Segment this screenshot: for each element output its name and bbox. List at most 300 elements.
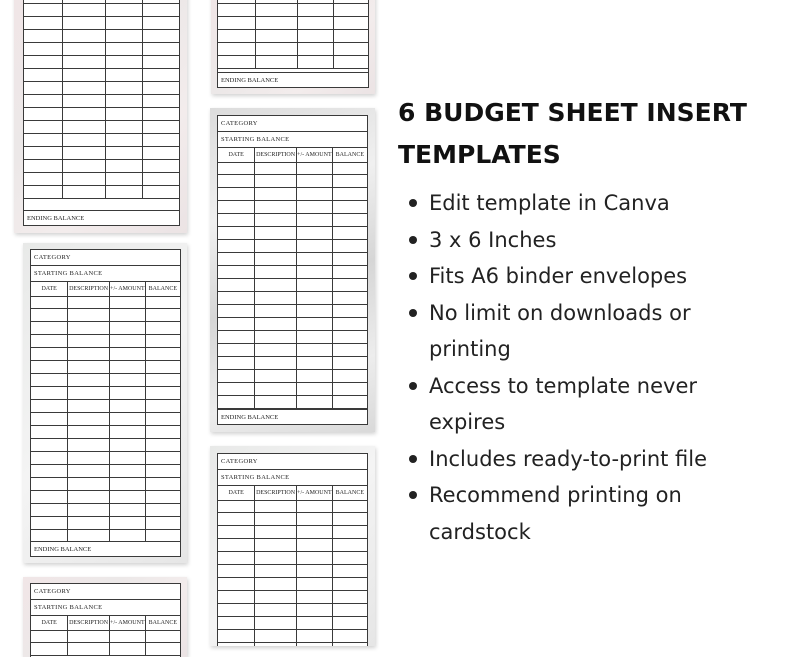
ledger-cell [63,69,106,81]
ledger-cell [106,0,143,3]
ledger-cell [24,17,63,29]
ledger-cell [218,552,255,564]
ledger-row [218,552,367,565]
ledger-cell [333,383,367,395]
ledger-cell [31,452,68,464]
ledger-row [24,134,179,147]
ledger-cell [143,108,179,120]
ledger-cell [297,357,333,369]
ledger-row [24,30,179,43]
ledger-cell [63,121,106,133]
ledger-cell [218,526,255,538]
ledger-cell [63,173,106,185]
ledger-cell [255,279,297,291]
ledger-cell [255,331,297,343]
ledger-row [24,69,179,82]
ledger-row [31,348,180,361]
ledger-cell [146,504,180,516]
ledger-row [31,630,180,643]
ledger-cell [218,643,255,646]
ledger-row [218,279,367,292]
feature-list [408,185,778,550]
ledger-cell [143,147,179,159]
ending-balance-label: ENDING BALANCE [24,210,179,225]
ledger-cell [146,643,180,655]
ledger-cell [256,56,298,68]
ledger-row [31,504,180,517]
feature-item: 3 x 6 Inches [408,222,778,259]
ledger-cell [255,513,297,525]
ledger-cell [333,292,367,304]
ledger-cell [31,517,68,529]
ledger-cell [31,348,68,360]
ledger-cell [63,43,106,55]
ledger-cell [334,30,369,42]
ledger-cell [63,186,106,198]
ledger-cell [333,643,367,646]
ledger-row [218,643,367,646]
sheet-grid [218,500,367,646]
feature-item: Access to template never expires [408,368,778,441]
ledger-row [218,240,367,253]
ledger-cell [255,292,297,304]
ledger-cell [106,17,143,29]
ledger-cell [24,0,63,3]
ledger-cell [146,335,180,347]
ledger-cell [63,147,106,159]
ledger-cell [68,517,110,529]
ledger-cell [298,4,334,16]
ledger-cell [24,121,63,133]
ledger-cell [146,439,180,451]
ledger-cell [106,69,143,81]
ledger-cell [218,188,255,200]
ledger-cell [333,175,367,187]
ledger-cell [31,335,68,347]
ledger-cell [298,43,334,55]
ledger-cell [218,17,256,29]
ledger-cell [106,147,143,159]
ledger-cell [143,186,179,198]
ledger-cell [110,361,146,373]
starting-balance-label: STARTING BALANCE [31,600,180,616]
ledger-cell [110,335,146,347]
ledger-cell [146,400,180,412]
ledger-row [218,214,367,227]
ledger-cell [255,175,297,187]
category-label: CATEGORY [218,454,367,470]
ledger-cell [63,108,106,120]
ledger-cell [218,604,255,616]
ledger-row [24,56,179,69]
ledger-cell [31,630,68,642]
ledger-cell [333,188,367,200]
ledger-cell [333,227,367,239]
ledger-cell [297,526,333,538]
ledger-cell [68,452,110,464]
starting-balance-label: STARTING BALANCE [218,132,367,148]
col-balance: BALANCE [148,620,178,626]
ledger-cell [256,0,298,3]
ledger-row [24,147,179,160]
ledger-cell [297,617,333,629]
ledger-row [31,517,180,530]
ledger-row [218,175,367,188]
ledger-cell [31,374,68,386]
ledger-cell [68,478,110,490]
ledger-cell [297,383,333,395]
ledger-cell [146,413,180,425]
ledger-cell [63,4,106,16]
ledger-cell [297,539,333,551]
ledger-row [218,344,367,357]
ledger-cell [218,500,255,512]
ledger-row [24,17,179,30]
ledger-cell [297,565,333,577]
ledger-cell [146,517,180,529]
ledger-row [31,387,180,400]
ledger-cell [24,108,63,120]
ledger-cell [63,0,106,3]
ledger-cell [333,526,367,538]
ledger-cell [68,335,110,347]
ledger-cell [333,513,367,525]
ending-balance-label: ENDING BALANCE [218,409,367,424]
ledger-cell [31,322,68,334]
ledger-cell [143,4,179,16]
ledger-cell [218,331,255,343]
ledger-row [24,108,179,121]
ledger-row [218,318,367,331]
ledger-cell [110,296,146,308]
ledger-cell [31,439,68,451]
ledger-cell [218,227,255,239]
ledger-cell [31,426,68,438]
ledger-cell [110,643,146,655]
ledger-cell [24,82,63,94]
ledger-cell [333,279,367,291]
ledger-cell [68,491,110,503]
ledger-cell [146,296,180,308]
category-label: CATEGORY [31,250,180,266]
ledger-cell [218,617,255,629]
ledger-cell [63,134,106,146]
sheet-grid [24,0,179,199]
ledger-cell [218,175,255,187]
ledger-cell [106,173,143,185]
ledger-cell [146,478,180,490]
ledger-cell [106,30,143,42]
ledger-cell [24,147,63,159]
ledger-cell [146,322,180,334]
ledger-cell [68,322,110,334]
ledger-cell [68,465,110,477]
ledger-cell [218,253,255,265]
ledger-cell [31,400,68,412]
ledger-cell [63,95,106,107]
ledger-row [218,253,367,266]
ledger-cell [143,69,179,81]
ledger-cell [297,604,333,616]
ledger-cell [297,227,333,239]
ledger-cell [218,43,256,55]
ledger-cell [297,396,333,408]
ledger-cell [24,4,63,16]
ledger-cell [218,630,255,642]
ledger-cell [31,387,68,399]
ledger-cell [24,186,63,198]
ledger-cell [297,188,333,200]
ledger-cell [333,552,367,564]
ledger-cell [106,134,143,146]
ledger-cell [218,357,255,369]
ledger-cell [218,240,255,252]
template-card-4 [210,108,375,432]
ledger-row [218,383,367,396]
ledger-cell [24,30,63,42]
ledger-cell [255,552,297,564]
budget-sheet-1 [23,0,180,226]
col-balance: BALANCE [335,490,365,496]
col-description: DESCRIPTION [68,282,110,296]
ledger-cell [143,17,179,29]
ledger-cell [218,305,255,317]
ledger-cell [255,214,297,226]
ledger-cell [63,56,106,68]
column-headers [31,616,180,631]
ledger-row [218,617,367,630]
ledger-row [31,296,180,309]
ledger-row [24,186,179,199]
ledger-cell [31,296,68,308]
ledger-row [218,357,367,370]
ledger-row [218,188,367,201]
ledger-cell [68,643,110,655]
ledger-cell [110,374,146,386]
page-title: 6 BUDGET SHEET INSERT TEMPLATES [398,98,747,169]
ledger-cell [256,17,298,29]
col-description: DESCRIPTION [68,616,110,630]
ledger-row [218,604,367,617]
ledger-cell [333,266,367,278]
ledger-row [218,227,367,240]
ledger-cell [31,504,68,516]
ledger-cell [24,95,63,107]
ledger-cell [218,4,256,16]
column-headers [218,148,367,163]
ledger-row [31,413,180,426]
ledger-cell [334,56,369,68]
ledger-cell [143,160,179,172]
ledger-cell [68,387,110,399]
ledger-cell [297,513,333,525]
ledger-cell [255,526,297,538]
ledger-row [218,292,367,305]
col-amount: +/- AMOUNT [110,616,146,630]
ledger-cell [255,539,297,551]
ledger-cell [218,30,256,42]
ledger-cell [255,344,297,356]
ledger-cell [255,253,297,265]
ledger-cell [333,370,367,382]
col-balance: BALANCE [148,286,178,292]
ledger-cell [255,201,297,213]
ledger-cell [31,309,68,321]
sheet-grid [31,630,180,656]
ledger-cell [334,0,369,3]
ledger-cell [110,439,146,451]
ledger-cell [256,43,298,55]
ledger-cell [297,552,333,564]
ledger-cell [255,578,297,590]
ledger-cell [68,504,110,516]
ledger-cell [24,43,63,55]
ledger-cell [143,82,179,94]
ledger-row [218,266,367,279]
ledger-row [24,160,179,173]
budget-sheet-5 [30,583,181,657]
ledger-cell [255,188,297,200]
col-description: DESCRIPTION [255,486,297,500]
ledger-row [218,630,367,643]
ledger-row [24,173,179,186]
sheet-grid [218,162,367,409]
ledger-cell [146,361,180,373]
ledger-cell [255,227,297,239]
ledger-cell [255,162,297,174]
ledger-cell [334,43,369,55]
ledger-cell [31,478,68,490]
ledger-cell [333,539,367,551]
ledger-cell [218,539,255,551]
ledger-cell [110,465,146,477]
ledger-row [218,30,368,43]
sheet-grid [218,0,368,69]
ledger-cell [146,491,180,503]
ledger-cell [255,500,297,512]
ledger-row [31,465,180,478]
ledger-cell [255,318,297,330]
ledger-cell [24,173,63,185]
ledger-cell [110,426,146,438]
ledger-cell [297,279,333,291]
ledger-cell [63,17,106,29]
ledger-cell [146,426,180,438]
ledger-cell [218,370,255,382]
ledger-cell [334,4,369,16]
ledger-cell [255,240,297,252]
ledger-row [31,322,180,335]
ledger-cell [333,240,367,252]
ledger-cell [218,513,255,525]
ledger-row [24,43,179,56]
ledger-cell [110,348,146,360]
ledger-cell [298,0,334,3]
ledger-row [218,500,367,513]
ledger-cell [68,296,110,308]
ledger-cell [218,214,255,226]
feature-item: Edit template in Canva [408,185,778,222]
col-date: DATE [218,486,255,500]
ledger-cell [297,253,333,265]
ledger-cell [31,361,68,373]
ledger-cell [333,357,367,369]
ledger-cell [68,413,110,425]
ledger-cell [218,201,255,213]
ledger-cell [63,160,106,172]
ledger-row [24,95,179,108]
ledger-cell [333,617,367,629]
ledger-cell [106,43,143,55]
ledger-cell [218,396,255,408]
ledger-row [218,43,368,56]
ledger-cell [31,465,68,477]
ledger-cell [143,0,179,3]
ledger-cell [110,400,146,412]
ledger-cell [297,292,333,304]
ledger-cell [68,439,110,451]
ledger-cell [218,565,255,577]
feature-item: Fits A6 binder envelopes [408,258,778,295]
ledger-cell [143,43,179,55]
ledger-row [218,4,368,17]
ledger-cell [255,617,297,629]
ledger-cell [143,134,179,146]
ledger-cell [24,56,63,68]
category-label: CATEGORY [31,584,180,600]
ledger-cell [218,591,255,603]
ledger-row [31,400,180,413]
ledger-cell [146,374,180,386]
ledger-cell [110,491,146,503]
ledger-cell [333,318,367,330]
ledger-cell [106,4,143,16]
ledger-cell [106,121,143,133]
ledger-cell [255,383,297,395]
ledger-cell [146,452,180,464]
ledger-cell [146,348,180,360]
ledger-row [31,426,180,439]
ledger-cell [297,344,333,356]
ledger-row [218,396,367,409]
ledger-cell [218,383,255,395]
ending-balance-label: ENDING BALANCE [31,541,180,556]
ledger-cell [297,578,333,590]
ledger-cell [297,201,333,213]
template-card-5 [23,577,187,657]
ledger-cell [110,478,146,490]
ledger-cell [297,240,333,252]
ledger-cell [255,643,297,646]
ledger-row [218,162,367,175]
ledger-cell [297,162,333,174]
ledger-cell [218,344,255,356]
ledger-cell [297,370,333,382]
ledger-cell [297,305,333,317]
ledger-cell [106,160,143,172]
template-card-1 [14,0,187,233]
ledger-row [218,539,367,552]
ledger-cell [297,175,333,187]
ledger-cell [255,630,297,642]
ledger-cell [68,348,110,360]
budget-sheet-2 [217,0,369,88]
ledger-cell [218,292,255,304]
ledger-cell [110,630,146,642]
ledger-cell [68,374,110,386]
ledger-cell [255,396,297,408]
ledger-cell [256,4,298,16]
